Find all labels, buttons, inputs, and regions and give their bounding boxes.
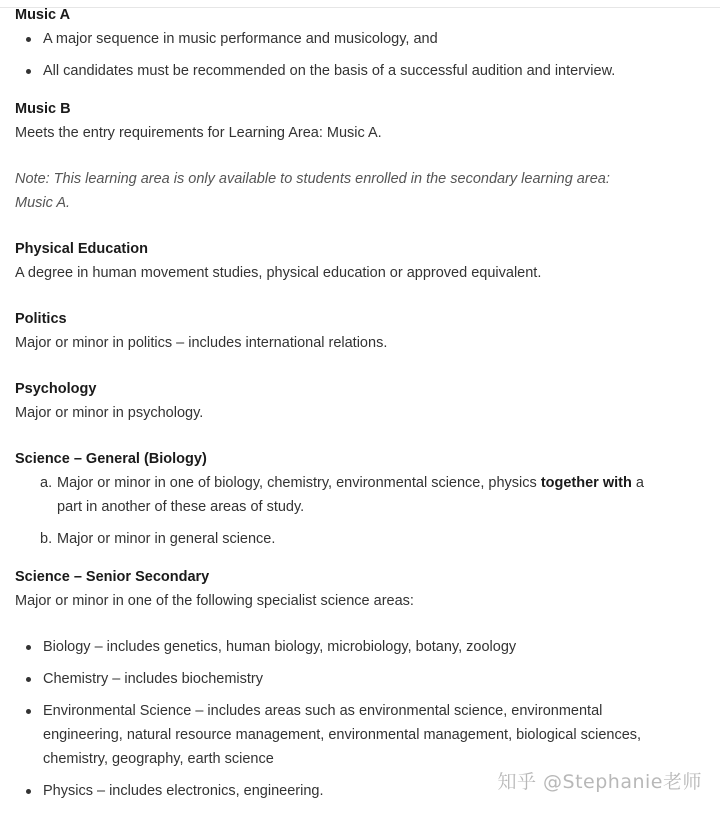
music-b-text: Meets the entry requirements for Learning Area: Music A. <box>15 125 382 141</box>
note-line-1: Note: This learning area is only available to students enrolled in the secondary learning area: <box>15 171 610 187</box>
list-item: Physics – includes electronics, engineering. <box>15 779 705 803</box>
heading-science-general: Science – General (Biology) <box>15 451 207 467</box>
heading-music-a: Music A <box>15 7 71 23</box>
list-item <box>15 527 669 551</box>
section-music-b <box>15 97 705 215</box>
heading-psychology: Psychology <box>15 381 97 397</box>
heading-science-senior: Science – Senior Secondary <box>15 569 210 585</box>
list-marker: b. <box>40 531 53 547</box>
psychology-text: Major or minor in psychology. <box>15 405 204 421</box>
list-item: Environmental Science – includes areas such as environmental science, environmental engineering, natural resource management, environmental management, biological sciences, chemistry, geography, earth science <box>15 699 673 771</box>
section-politics <box>15 307 705 355</box>
section-music-a <box>15 3 705 83</box>
item-text: Major or minor in one of biology, chemistry, environmental science, physics <box>57 475 541 491</box>
list-item: Biology – includes genetics, human biology, microbiology, botany, zoology <box>15 635 705 659</box>
list-item: Chemistry – includes biochemistry <box>15 667 705 691</box>
list-marker: a. <box>40 475 53 491</box>
item-text: Major or minor in general science. <box>57 531 276 547</box>
note-line-2: Music A. <box>15 195 71 211</box>
section-science-general <box>15 447 705 551</box>
item-bold-text: together with <box>540 475 632 491</box>
list-item: All candidates must be recommended on the basis of a successful audition and interview. <box>15 59 705 83</box>
watermark: 知乎 @Stephanie老师 <box>497 771 702 793</box>
heading-physical-education: Physical Education <box>15 241 148 257</box>
section-science-senior <box>15 565 705 803</box>
item-rest-text: a part in another of these areas of study. <box>57 475 644 515</box>
politics-text: Major or minor in politics – includes international relations. <box>15 335 388 351</box>
section-physical-education <box>15 237 705 285</box>
list-item: A major sequence in music performance and musicology, and <box>15 27 705 51</box>
physical-education-text: A degree in human movement studies, physical education or approved equivalent. <box>15 265 542 281</box>
heading-music-b: Music B <box>15 101 71 117</box>
heading-politics: Politics <box>15 311 67 327</box>
music-b-note <box>15 167 655 215</box>
document-content <box>15 3 705 811</box>
list-item <box>15 471 669 519</box>
science-general-list <box>15 471 705 551</box>
section-psychology <box>15 377 705 425</box>
science-senior-text: Major or minor in one of the following specialist science areas: <box>15 593 414 609</box>
music-a-list <box>15 27 705 83</box>
